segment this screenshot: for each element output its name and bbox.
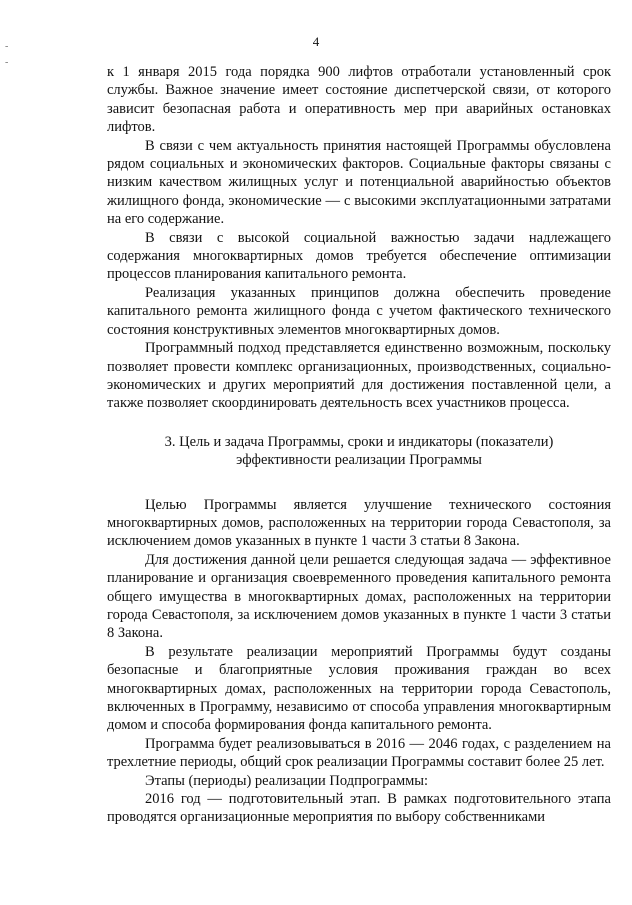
paragraph: Программа будет реализовываться в 2016 — 2046 годах, с разделением на трехлетние периоды, общий срок реализации Программы составит более 25 лет. bbox=[107, 735, 611, 771]
section-heading bbox=[107, 433, 611, 470]
paragraph: Программный подход представляется единственно возможным, поскольку позволяет провести комплекс организационных, производственных, социально-экономических и других мероприятий для достижения поставленной цели, а также позволяет скоординировать деятельность всех участников процесса. bbox=[107, 340, 611, 412]
section-heading-line: эффективности реализации Программы bbox=[236, 452, 482, 469]
paragraph: к 1 января 2015 года порядка 900 лифтов отработали установленный срок службы. Важное значение имеет состояние диспетчерской связи, от которого зависит безопасная работа и оперативность мер при аварийных остановках лифтов. bbox=[107, 64, 611, 136]
paragraph: Для достижения данной цели решается следующая задача — эффективное планирование и организация своевременного проведения капитального ремонта общего имущества в многоквартирных домах, расположенных на территории города Севастополя, за исключением домов указанных в пункте 1 части 3 статьи 8 Закона. bbox=[107, 551, 611, 642]
document-body bbox=[107, 63, 611, 827]
paragraph: 2016 год — подготовительный этап. В рамках подготовительного этапа проводятся организационные мероприятия по выбору собственниками bbox=[107, 791, 611, 826]
paragraph: Реализация указанных принципов должна обеспечить проведение капитального ремонта жилищного фонда с учетом фактического технического состояния конструктивных элементов многоквартирных домов. bbox=[107, 284, 611, 338]
paragraph: В связи с чем актуальность принятия настоящей Программы обусловлена рядом социальных и экономических факторов. Социальные факторы связаны с низким качеством жилищных услуг и потенциальной аварийностью объектов жилищного фонда, экономические — с высокими эксплуатационными затратами на его содержание. bbox=[107, 137, 611, 228]
paragraph: В связи с высокой социальной важностью задачи надлежащего содержания многоквартирных домов требуется обеспечение оптимизации процессов планирования капитального ремонта. bbox=[107, 229, 611, 283]
paragraph: В результате реализации мероприятий Программы будут созданы безопасные и благоприятные условия проживания граждан во всех многоквартирных домах, расположенных на территории города Севастополь, включенных в Программу, независимо от способа управления многоквартирным домом и способа формирования фонда капитального ремонта. bbox=[107, 643, 611, 734]
margin-mark: - bbox=[5, 57, 9, 68]
paragraph: Целью Программы является улучшение технического состояния многоквартирных домов, расположенных на территории города Севастополя, за исключением домов указанных в пункте 1 части 3 статьи 8 Закона. bbox=[107, 496, 611, 550]
section-heading-line: 3. Цель и задача Программы, сроки и индикаторы (показатели) bbox=[164, 433, 554, 450]
paragraph: Этапы (периоды) реализации Подпрограммы: bbox=[145, 772, 429, 789]
margin-mark: - bbox=[5, 41, 9, 52]
page-number: 4 bbox=[312, 34, 320, 49]
